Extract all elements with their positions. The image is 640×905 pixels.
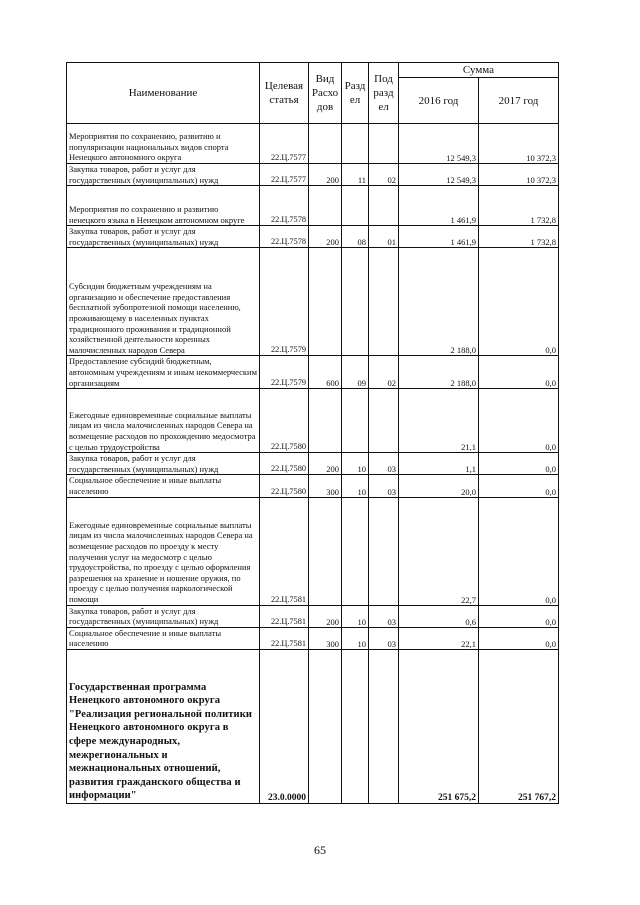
row-target-code: 22.Ц.7581 [260,627,309,649]
table-row [67,627,559,649]
row-name: Мероприятия по сохранению и развитию ненецкого языка в Ненецком автономном округе [67,186,260,226]
row-podrazdel: 03 [369,627,399,649]
table-row [67,226,559,248]
row-sum-2016: 20,0 [399,475,479,497]
row-name: Закупка товаров, работ и услуг для государственных (муниципальных) нужд [67,226,260,248]
row-sum-2016: 1,1 [399,453,479,475]
row-podrazdel [369,186,399,226]
row-name: Предоставление субсидий бюджетным, автономным учреждениям и иным некоммерческим организациям [67,356,260,389]
row-razdel [342,248,369,356]
row-target-code: 22.Ц.7580 [260,475,309,497]
table-row [67,453,559,475]
row-sum-2017: 1 732,8 [479,186,559,226]
row-vid [309,497,342,605]
row-razdel: 10 [342,605,369,627]
row-vid [309,649,342,803]
row-razdel: 10 [342,627,369,649]
row-podrazdel [369,248,399,356]
row-name: Ежегодные единовременные социальные выплаты лицам из числа малочисленных народов Севера на возмещение расходов по прохождению медосмотра с целью трудоустройства [67,389,260,453]
row-name: Закупка товаров, работ и услуг для государственных (муниципальных) нужд [67,453,260,475]
row-razdel [342,124,369,164]
row-target-code: 22.Ц.7581 [260,605,309,627]
table-row [67,605,559,627]
table-row [67,164,559,186]
row-vid: 200 [309,453,342,475]
row-sum-2016: 12 549,3 [399,164,479,186]
row-vid: 200 [309,164,342,186]
header-podrazdel: Под разд ел [369,63,399,124]
row-razdel: 09 [342,356,369,389]
table-row [67,475,559,497]
row-name: Ежегодные единовременные социальные выплаты лицам из числа малочисленных народов Севера на возмещение расходов по проезду к месту получения услуг на медосмотр с целью трудоустройства, по проезду с целью оформления разрешения на хранение и ношение оружия, по проезду с целью получения наркологической помощи [67,497,260,605]
row-name: Социальное обеспечение и иные выплаты населению [67,627,260,649]
row-sum-2016: 2 188,0 [399,248,479,356]
row-sum-2016: 251 675,2 [399,649,479,803]
row-sum-2016: 1 461,9 [399,186,479,226]
row-target-code: 22.Ц.7580 [260,453,309,475]
row-name: Закупка товаров, работ и услуг для государственных (муниципальных) нужд [67,164,260,186]
table-row [67,248,559,356]
row-name: Закупка товаров, работ и услуг для государственных (муниципальных) нужд [67,605,260,627]
row-razdel [342,186,369,226]
row-vid: 300 [309,627,342,649]
row-sum-2016: 12 549,3 [399,124,479,164]
row-razdel [342,389,369,453]
header-sum: Сумма [399,63,559,78]
row-name: Мероприятия по сохранению, развитию и популяризации национальных видов спорта Ненецкого автономного округа [67,124,260,164]
row-target-code: 22.Ц.7579 [260,248,309,356]
row-sum-2016: 21,1 [399,389,479,453]
header-year-2017: 2017 год [479,78,559,124]
row-sum-2017: 1 732,8 [479,226,559,248]
row-vid [309,389,342,453]
row-sum-2017: 251 767,2 [479,649,559,803]
row-sum-2017: 0,0 [479,627,559,649]
row-vid: 300 [309,475,342,497]
row-sum-2017: 0,0 [479,475,559,497]
row-target-code: 22.Ц.7578 [260,226,309,248]
row-razdel: 08 [342,226,369,248]
budget-table [66,62,559,804]
row-razdel: 10 [342,453,369,475]
row-podrazdel: 03 [369,605,399,627]
table-body [67,124,559,804]
table-row [67,497,559,605]
page-number: 65 [314,843,326,857]
row-sum-2017: 0,0 [479,605,559,627]
row-target-code: 22.Ц.7580 [260,389,309,453]
row-podrazdel: 03 [369,453,399,475]
header-target: Целевая статья [260,63,309,124]
row-sum-2017: 10 372,3 [479,124,559,164]
table-row [67,389,559,453]
row-podrazdel: 02 [369,356,399,389]
header-name: Наименование [67,63,260,124]
row-sum-2016: 2 188,0 [399,356,479,389]
row-target-code: 22.Ц.7578 [260,186,309,226]
row-target-code: 23.0.0000 [260,649,309,803]
row-sum-2016: 1 461,9 [399,226,479,248]
row-sum-2017: 0,0 [479,453,559,475]
row-vid [309,124,342,164]
row-target-code: 22.Ц.7579 [260,356,309,389]
row-podrazdel: 03 [369,475,399,497]
row-podrazdel [369,124,399,164]
row-target-code: 22.Ц.7581 [260,497,309,605]
row-sum-2016: 22,1 [399,627,479,649]
table-row [67,124,559,164]
row-sum-2016: 0,6 [399,605,479,627]
row-podrazdel: 01 [369,226,399,248]
row-sum-2017: 0,0 [479,356,559,389]
table-row [67,356,559,389]
table-row [67,186,559,226]
row-vid: 200 [309,605,342,627]
row-podrazdel: 02 [369,164,399,186]
header-year-2016: 2016 год [399,78,479,124]
row-name: Государственная программа Ненецкого автономного округа "Реализация региональной политики Ненецкого автономного округа в сфере международных, межрегиональных и межнациональных отношений, развития гражданского общества и информации" [67,649,260,803]
row-vid [309,186,342,226]
header-vid: Вид Расхо дов [309,63,342,124]
row-vid: 600 [309,356,342,389]
row-vid: 200 [309,226,342,248]
row-podrazdel [369,497,399,605]
row-razdel [342,649,369,803]
header-razdel: Разд ел [342,63,369,124]
row-sum-2017: 0,0 [479,248,559,356]
row-target-code: 22.Ц.7577 [260,164,309,186]
row-razdel: 11 [342,164,369,186]
row-name: Социальное обеспечение и иные выплаты населению [67,475,260,497]
row-podrazdel [369,389,399,453]
row-podrazdel [369,649,399,803]
table-row [67,649,559,803]
row-sum-2016: 22,7 [399,497,479,605]
row-vid [309,248,342,356]
row-razdel [342,497,369,605]
row-razdel: 10 [342,475,369,497]
row-sum-2017: 0,0 [479,389,559,453]
row-name: Субсидии бюджетным учреждениям на организацию и обеспечение предоставления бесплатной зубопротезной помощи населению, проживающему в населенных пунктах традиционного проживания и традиционной хозяйственной деятельности коренных малочисленных народов Севера [67,248,260,356]
row-sum-2017: 0,0 [479,497,559,605]
row-sum-2017: 10 372,3 [479,164,559,186]
row-target-code: 22.Ц.7577 [260,124,309,164]
